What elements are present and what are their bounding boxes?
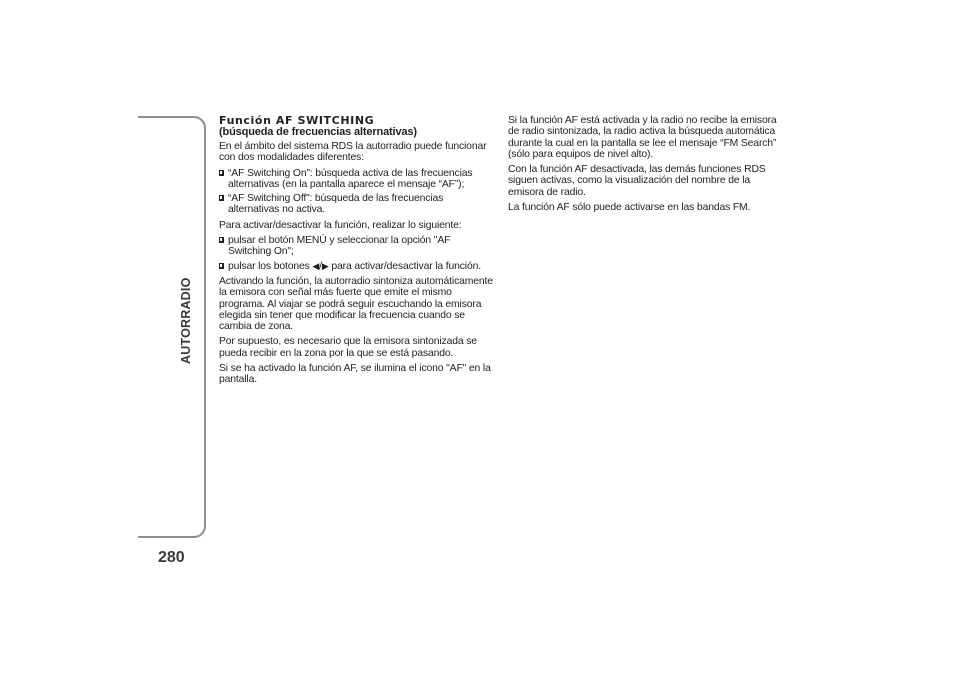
list-item: pulsar los botones ◀/▶ para activar/desactivar la función. xyxy=(219,261,495,272)
body-paragraph: Si se ha activado la función AF, se ilumina el icono "AF" en la pantalla. xyxy=(219,363,491,386)
checkbox-bullet-icon xyxy=(219,170,224,176)
checkbox-bullet-icon xyxy=(219,237,224,243)
modes-list xyxy=(219,168,495,216)
right-column xyxy=(508,115,784,217)
list-item: “AF Switching On”: búsqueda activa de las frecuencias alternativas (en la pantalla aparece el mensaje “AF”); xyxy=(219,168,495,191)
list-item: pulsar el botón MENÚ y seleccionar la opción "AF Switching On"; xyxy=(219,235,495,258)
instruction-paragraph: Para activar/desactivar la función, realizar lo siguiente: xyxy=(219,219,462,231)
body-paragraph: Si la función AF está activada y la radio no recibe la emisora de radio sintonizada, la radio activa la búsqueda automática durante la cual en la pantalla se lee el mensaje “FM Search” (sólo para equipos de nivel alto). xyxy=(508,115,777,160)
intro-paragraph: En el ámbito del sistema RDS la autorradio puede funcionar con dos modalidades diferentes: xyxy=(219,141,487,164)
checkbox-bullet-icon xyxy=(219,263,224,269)
body-paragraph: Activando la función, la autorradio sintoniza automáticamente la emisora con señal más fuerte que emite el mismo programa. Al viajar se podrá seguir escuchando la emisora elegida sin tener que modificar la frecuencia cuando se cambia de zona. xyxy=(219,275,493,333)
list-item: “AF Switching Off”: búsqueda de las frecuencias alternativas no activa. xyxy=(219,193,495,216)
body-paragraph: Con la función AF desactivada, las demás funciones RDS siguen activas, como la visualización del nombre de la emisora de radio. xyxy=(508,164,766,198)
arrow-right-icon: ▶ xyxy=(321,260,329,271)
body-paragraph: Por supuesto, es necesario que la emisora sintonizada se pueda recibir en la zona por la que se está pasando. xyxy=(219,336,477,359)
left-column xyxy=(219,115,495,390)
body-paragraph: La función AF sólo puede activarse en las bandas FM. xyxy=(508,202,751,214)
arrow-left-icon: ◀ xyxy=(312,260,320,271)
checkbox-bullet-icon xyxy=(219,195,224,201)
heading-subtitle: (búsqueda de frecuencias alternativas) xyxy=(219,125,417,138)
page-number: 280 xyxy=(158,549,185,566)
section-label: AUTORRADIO xyxy=(179,277,193,364)
heading-title: Función AF SWITCHING xyxy=(219,114,375,127)
section-heading xyxy=(219,115,495,138)
steps-list xyxy=(219,235,495,272)
